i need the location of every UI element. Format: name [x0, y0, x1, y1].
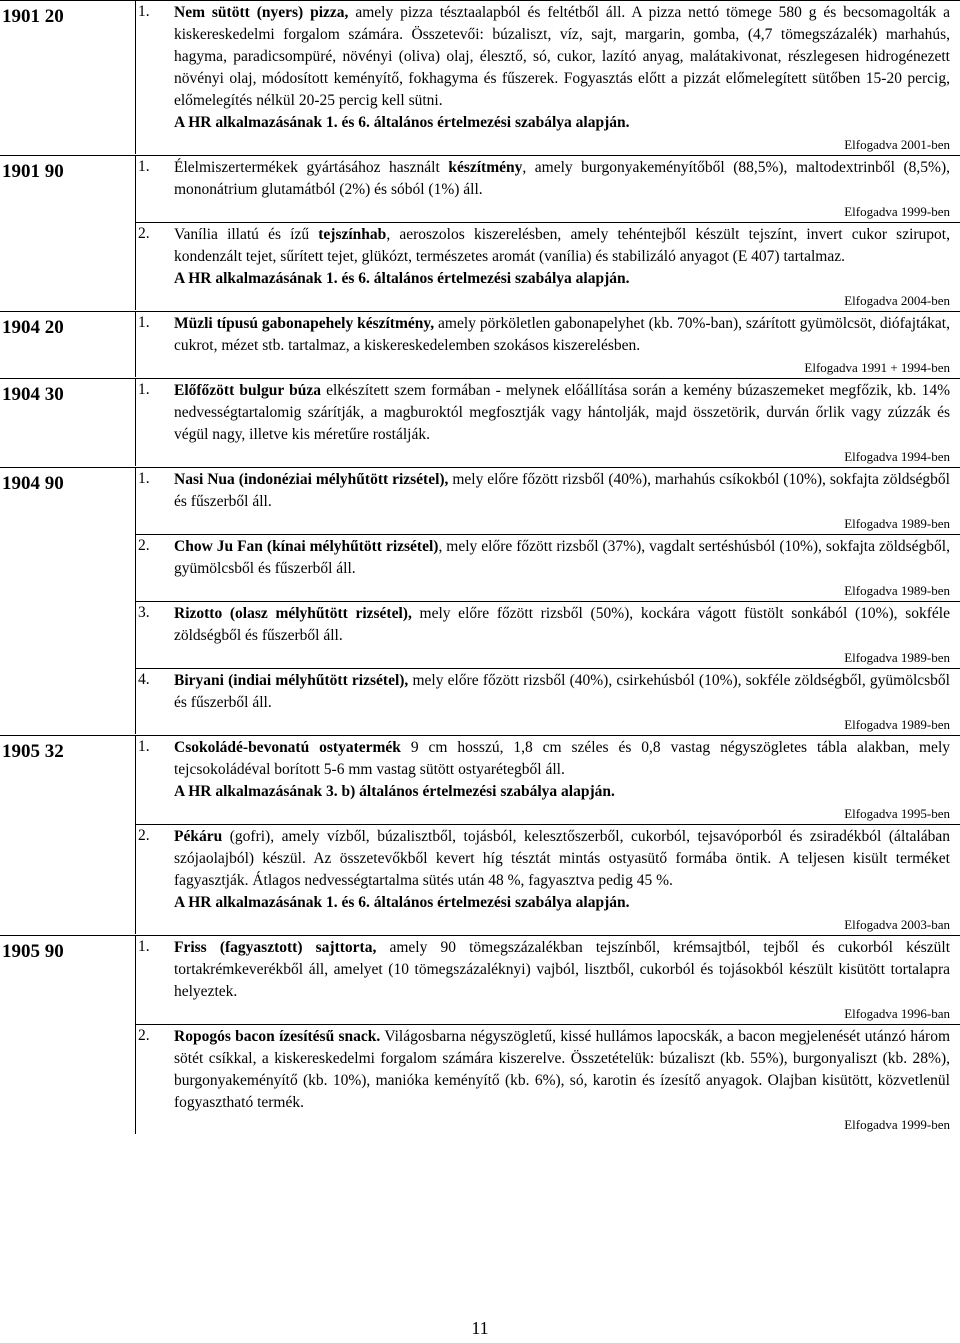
tariff-section [0, 378, 960, 466]
tariff-entry [136, 312, 960, 377]
product-name: Nasi Nua (indonéziai mélyhűtött rizsétel), [174, 471, 449, 488]
entry-number: 1. [138, 470, 150, 487]
tariff-entry [136, 222, 960, 310]
tariff-entry [136, 379, 960, 466]
tariff-code: 1904 30 [2, 384, 64, 405]
tariff-entry [136, 468, 960, 533]
entry-description [174, 469, 950, 513]
entry-description [174, 737, 950, 803]
tariff-section [0, 735, 960, 934]
entry-description [174, 157, 950, 201]
entry-text: amely pizza tésztaalapból és feltétből áll. A pizza nettó tömege 580 g és becsomagolták a kiskereskedelmi forgalom számára. Összetevői: búzaliszt, víz, sajt, margarin, gomba, (4,7 tömegszázalék) marhahús, hagyma, paradicsompüré, növényi (oliva) olaj, élesztő, só, cukor, lazító anyag, malátakivonat, részlegesen hidrogénezett növényi olaj, módosított keményítő, fokhagyma és fűszerek. Fogyasztás előtt a pizzát előmelegített sütőben 15-20 percig, előmelegítés nélkül 20-25 percig kell sütni. [174, 4, 951, 109]
entry-text-lead: Vanília illatú és ízű [174, 226, 319, 243]
accepted-note: Elfogadva 1989-ben [844, 516, 950, 531]
product-name: Nem sütött (nyers) pizza, [174, 4, 349, 21]
accepted-note: Elfogadva 1989-ben [844, 717, 950, 732]
product-name: tejszínhab [318, 226, 387, 243]
entry-text: , mely előre főzött rizsből (37%), vagdalt sertéshúsból (10%), sokfajta zöldségből, gyümölcsből és fűszerből áll. [174, 538, 950, 577]
accepted-note: Elfogadva 1991 + 1994-ben [804, 360, 950, 375]
entry-number: 1. [138, 738, 150, 755]
entry-text: mely előre főzött rizsből (40%), marhahús csíkokból (10%), sokfajta zöldségből és fűszerből áll. [174, 471, 950, 510]
entry-description [174, 603, 950, 647]
tariff-entry [136, 1, 960, 154]
tariff-code: 1901 90 [2, 161, 64, 182]
tariff-section [0, 155, 960, 310]
product-name: Müzli típusú gabonapehely készítmény, [174, 315, 435, 332]
entry-description [174, 536, 950, 580]
tariff-section [0, 311, 960, 377]
tariff-code: 1901 20 [2, 6, 64, 27]
entry-description [174, 1026, 950, 1114]
tariff-entry [136, 936, 960, 1023]
accepted-note: Elfogadva 2004-ben [844, 293, 950, 308]
entry-description [174, 313, 950, 357]
entry-number: 2. [138, 225, 150, 242]
product-name: Ropogós bacon ízesítésű snack. [174, 1028, 381, 1045]
tariff-entry [136, 824, 960, 934]
entry-number: 1. [138, 938, 150, 955]
entry-text: mely előre főzött rizsből (40%), csirkehúsból (10%), sokféle zöldségből, gyümölcsből és fűszerből áll. [174, 672, 950, 711]
entry-number: 4. [138, 671, 150, 688]
entry-text: Világosbarna négyszögletű, kissé hullámos lapocskák, a bacon megjelenését utánzó három sötét csíkkal, a kiskereskedelmi forgalom számára kiszerelve. Összetételük: búzaliszt (kb. 55%), burgonyaliszt (kb. 28%), burgonyakeményítő (kb. 10%), manióka keményítő (kb. 6%), só, karotin és ízesítő anyagok. Olajban kisütött, közvetlenül fogyasztható termék. [174, 1028, 950, 1111]
product-name: Pékáru [174, 828, 223, 845]
tariff-section [0, 0, 960, 154]
accepted-note: Elfogadva 1999-ben [844, 204, 950, 219]
entry-number: 2. [138, 537, 150, 554]
entry-description [174, 670, 950, 714]
legal-basis: A HR alkalmazásának 3. b) általános értelmezési szabálya alapján. [174, 783, 615, 800]
entry-text: , amely burgonyakeményítőből (88,5%), maltodextrinből (8,5%), mononátrium glutamátból (2%) és sóból (1%) áll. [174, 159, 950, 198]
entry-description [174, 380, 950, 446]
entry-number: 2. [138, 1027, 150, 1044]
entry-text-lead: Élelmiszertermékek gyártásához használt [174, 159, 449, 176]
tariff-entry [136, 668, 960, 734]
accepted-note: Elfogadva 1995-ben [844, 806, 950, 821]
product-name: készítmény [448, 159, 523, 176]
product-name: Friss (fagyasztott) sajttorta, [174, 939, 377, 956]
accepted-note: Elfogadva 1999-ben [844, 1117, 950, 1132]
entry-text: , aeroszolos kiszerelésben, amely tehéntejből készült tejszínt, invert cukor szirupot, kondenzált tejet, sűrített tejet, glükózt, természetes aromát (vanília) és stabilizáló anyagot (E 407) tartalmaz. [174, 226, 950, 265]
product-name: Csokoládé-bevonatú ostyatermék [174, 739, 401, 756]
product-name: Előfőzött bulgur búza [174, 382, 321, 399]
entry-description [174, 937, 950, 1003]
tariff-entry [136, 156, 960, 221]
legal-basis: A HR alkalmazásának 1. és 6. általános értelmezési szabálya alapján. [174, 270, 630, 287]
tariff-entry [136, 1024, 960, 1134]
legal-basis: A HR alkalmazásának 1. és 6. általános értelmezési szabálya alapján. [174, 114, 630, 131]
tariff-entry [136, 601, 960, 667]
entry-description [174, 826, 950, 914]
entry-text: amely 90 tömegszázalékban tejszínből, krémsajtból, tejből és cukorból készült tortakrémkeverékből áll, amelyet (10 tömegszázaléknyi) vajból, lisztből, cukorból és tojásokból készült kisütött tortalapra helyeztek. [174, 939, 950, 1000]
accepted-note: Elfogadva 2003-ban [844, 917, 950, 932]
entry-description [174, 2, 950, 134]
entry-text: (gofri), amely vízből, búzalisztből, tojásból, kelesztőszerből, cukorból, tejsavóporból és zsiradékból (általában szójaolajból) készül. Az összetevőkből kevert híg tésztát mintás ostyasütő formába öntik. A teljesen kisült terméket fagyasztják. Átlagos nedvességtartalma sütés után 48 %, fagyasztva pedig 45 %. [174, 828, 950, 889]
product-name: Biryani (indiai mélyhűtött rizsétel), [174, 672, 409, 689]
product-name: Rizotto (olasz mélyhűtött rizsétel), [174, 605, 412, 622]
tariff-code: 1904 20 [2, 317, 64, 338]
tariff-section [0, 935, 960, 1134]
entry-number: 1. [138, 3, 150, 20]
accepted-note: Elfogadva 1994-ben [844, 449, 950, 464]
product-name: Chow Ju Fan (kínai mélyhűtött rizsétel) [174, 538, 439, 555]
entry-text: elkészített szem formában - melynek előállítása során a kemény búzaszemeket megfőzik, kb. 14% nedvességtartalomig szárítják, a magburoktól megfosztják vagy hántolják, majd összetörik, durván őrlik vagy zúzzák és végül nagy, illetve kis méretűre rostálják. [174, 382, 950, 443]
entry-number: 1. [138, 381, 150, 398]
entry-number: 2. [138, 827, 150, 844]
tariff-entry [136, 736, 960, 823]
entry-text: amely pörköletlen gabonapelyhet (kb. 70%-ban), szárított gyümölcsöt, diófajtákat, cukrot, mézet stb. tartalmaz, a kiskereskedelemben szokásos kiszerelésben. [174, 315, 950, 354]
entry-text: 9 cm hosszú, 1,8 cm széles és 0,8 vastag négyszögletes tábla alakban, mely tejcsokoládéval borított 5-6 mm vastag sütött ostyarétegből áll. [174, 739, 950, 778]
entry-text: mely előre főzött rizsből (50%), kockára vágott füstölt sonkából (10%), sokféle zöldségből és fűszerből áll. [174, 605, 950, 644]
tariff-entry [136, 534, 960, 600]
entry-number: 1. [138, 158, 150, 175]
accepted-note: Elfogadva 1989-ben [844, 650, 950, 665]
page-number: 11 [471, 1318, 489, 1338]
entry-number: 1. [138, 314, 150, 331]
tariff-code: 1904 90 [2, 473, 64, 494]
entry-description [174, 224, 950, 290]
legal-basis: A HR alkalmazásának 1. és 6. általános értelmezési szabálya alapján. [174, 894, 630, 911]
accepted-note: Elfogadva 1996-ban [844, 1006, 950, 1021]
accepted-note: Elfogadva 2001-ben [844, 137, 950, 152]
tariff-section [0, 467, 960, 734]
entry-number: 3. [138, 604, 150, 621]
tariff-code: 1905 32 [2, 741, 64, 762]
accepted-note: Elfogadva 1989-ben [844, 583, 950, 598]
tariff-code: 1905 90 [2, 941, 64, 962]
